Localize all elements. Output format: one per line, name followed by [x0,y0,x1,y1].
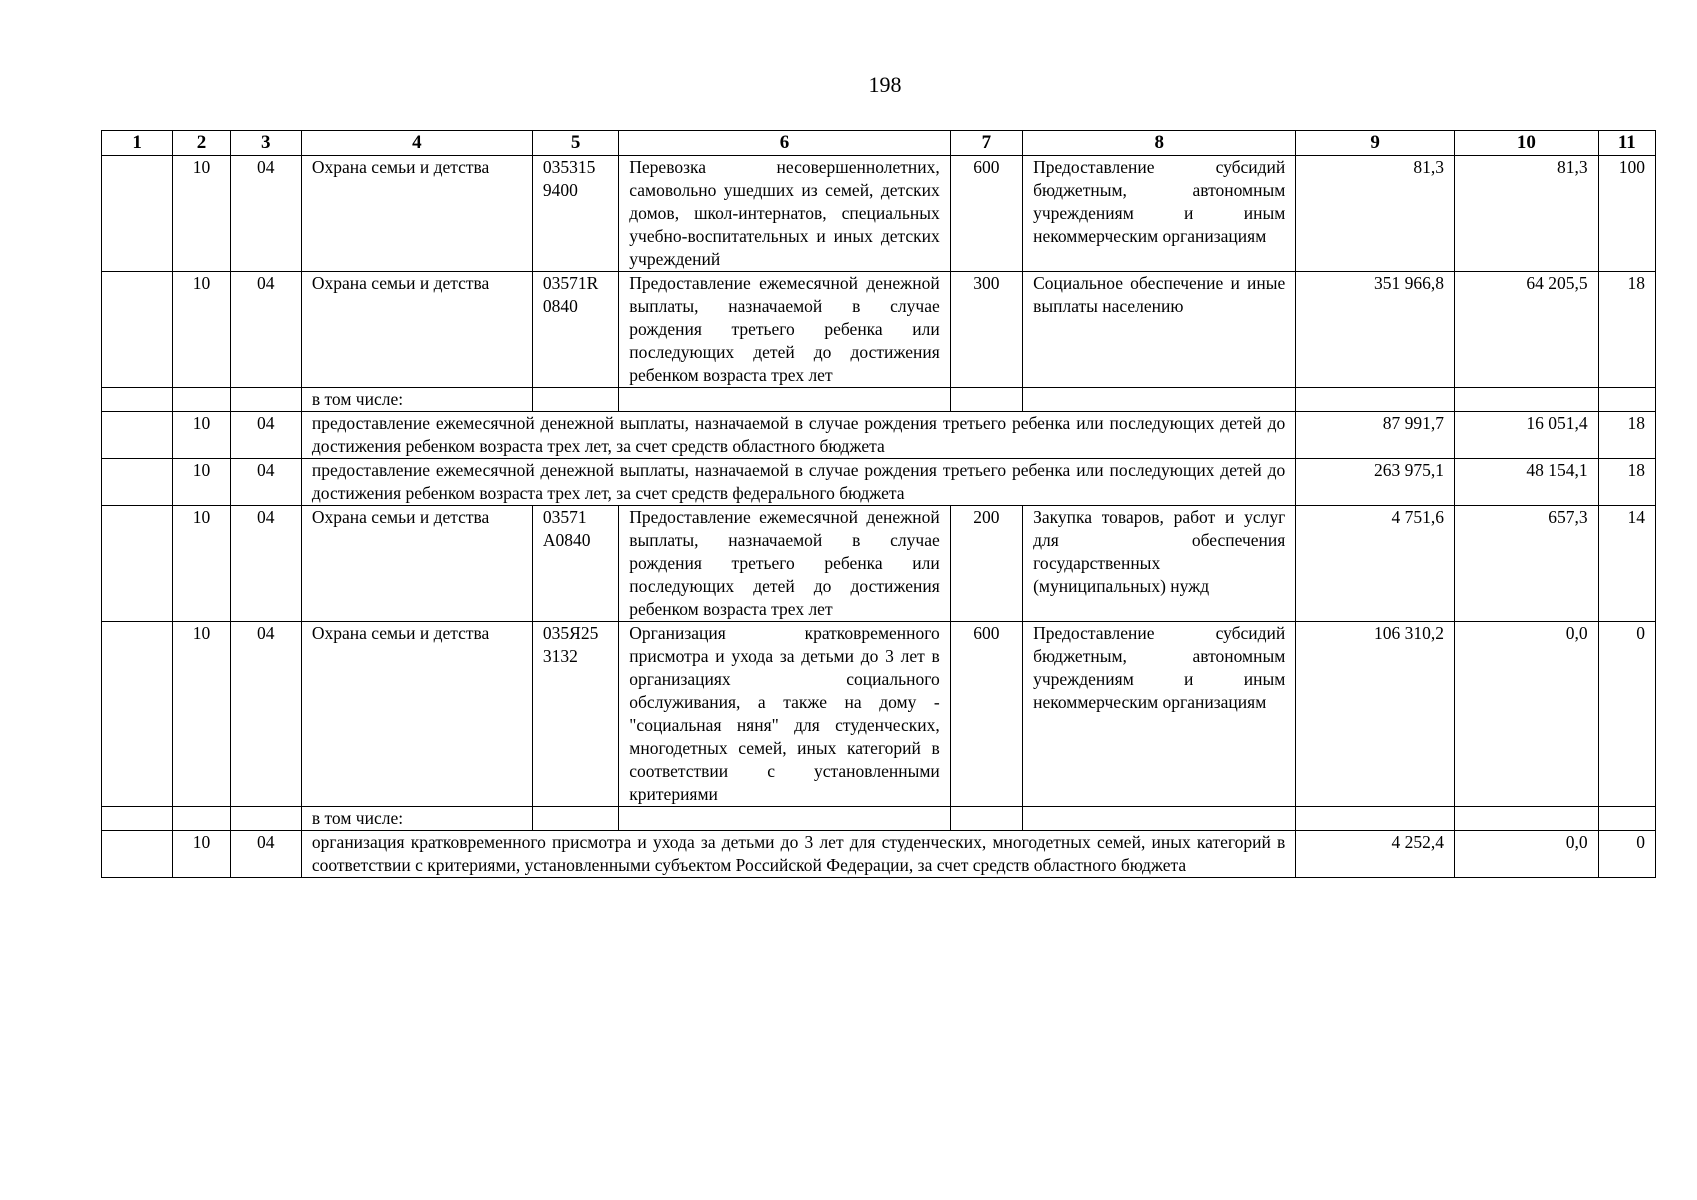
cell-subsection-name: Охрана семьи и детства [301,272,532,388]
header-col-11: 11 [1598,131,1655,156]
cell-actual-amount: 657,3 [1455,506,1599,622]
target-code-part-2: 3132 [542,646,578,666]
header-col-5: 5 [532,131,618,156]
cell-col-10 [1455,388,1599,412]
cell-col-1 [102,412,173,459]
cell-subsection: 04 [230,272,301,388]
cell-col-1 [102,807,173,831]
cell-plan-amount: 4 252,4 [1296,831,1455,878]
cell-subsection-name: Охрана семьи и детства [301,622,532,807]
table-row [102,622,1656,807]
header-col-10: 10 [1455,131,1599,156]
cell-description: предоставление ежемесячной денежной выплаты, назначаемой в случае рождения третьего ребенка или последующих детей до достижения ребенком возраста трех лет, за счет средств областного бюджета [301,412,1295,459]
cell-target-name: Организация кратковременного присмотра и ухода за детьми до 3 лет в организациях социального обслуживания, а также на дому - "социальная няня" для студенческих, многодетных семей, иных категорий в соответствии с установленными критериями [619,622,950,807]
cell-actual-amount: 16 051,4 [1455,412,1599,459]
cell-expense-name: Предоставление субсидий бюджетным, автономным учреждениям и иным некоммерческим организациям [1023,156,1296,272]
cell-col-2 [173,807,230,831]
cell-section: 10 [173,412,230,459]
table-row [102,831,1656,878]
table-row [102,459,1656,506]
cell-percent: 0 [1598,831,1655,878]
table-row [102,506,1656,622]
cell-percent: 0 [1598,622,1655,807]
cell-col-7 [950,388,1022,412]
target-code-part-2: 9400 [542,180,578,200]
cell-subsection: 04 [230,412,301,459]
budget-table [101,130,1656,878]
cell-col-11 [1598,388,1655,412]
table-row-subheading [102,388,1656,412]
cell-description: предоставление ежемесячной денежной выплаты, назначаемой в случае рождения третьего ребенка или последующих детей до достижения ребенком возраста трех лет, за счет средств федерального бюджета [301,459,1295,506]
target-code-part-2: А0840 [542,530,591,550]
cell-subsection: 04 [230,506,301,622]
header-col-7: 7 [950,131,1022,156]
header-col-4: 4 [301,131,532,156]
cell-subsection: 04 [230,622,301,807]
cell-actual-amount: 48 154,1 [1455,459,1599,506]
cell-expense-name: Предоставление субсидий бюджетным, автономным учреждениям и иным некоммерческим организациям [1023,622,1296,807]
cell-target-name: Предоставление ежемесячной денежной выплаты, назначаемой в случае рождения третьего ребенка или последующих детей до достижения ребенком возраста трех лет [619,272,950,388]
cell-section: 10 [173,459,230,506]
cell-description: организация кратковременного присмотра и ухода за детьми до 3 лет для студенческих, многодетных семей, иных категорий в соответствии с критериями, установленными субъектом Российской Федерации, за счет средств областного бюджета [301,831,1295,878]
target-code-part-1: 035Я25 [542,623,599,643]
cell-plan-amount: 106 310,2 [1296,622,1455,807]
cell-subsection: 04 [230,156,301,272]
cell-section: 10 [173,622,230,807]
cell-actual-amount: 0,0 [1455,831,1599,878]
cell-target-code [532,156,618,272]
cell-including-label: в том числе: [301,807,532,831]
cell-subsection: 04 [230,831,301,878]
cell-target-name: Перевозка несовершеннолетних, самовольно ушедших из семей, детских домов, школ-интернатов, специальных учебно-воспитательных и иных детских учреждений [619,156,950,272]
cell-percent: 18 [1598,412,1655,459]
cell-col-5 [532,388,618,412]
cell-expense-name: Социальное обеспечение и иные выплаты населению [1023,272,1296,388]
cell-col-10 [1455,807,1599,831]
cell-subsection-name: Охрана семьи и детства [301,156,532,272]
cell-col-3 [230,807,301,831]
cell-section: 10 [173,506,230,622]
cell-percent: 14 [1598,506,1655,622]
cell-col-1 [102,156,173,272]
cell-expense-code: 600 [950,156,1022,272]
cell-col-9 [1296,388,1455,412]
cell-col-1 [102,506,173,622]
table-row-subheading [102,807,1656,831]
cell-plan-amount: 263 975,1 [1296,459,1455,506]
header-col-3: 3 [230,131,301,156]
cell-target-code [532,272,618,388]
header-col-6: 6 [619,131,950,156]
cell-col-1 [102,622,173,807]
cell-target-code [532,622,618,807]
cell-percent: 100 [1598,156,1655,272]
page-number: 198 [868,72,902,97]
cell-col-5 [532,807,618,831]
cell-section: 10 [173,156,230,272]
cell-subsection-name: Охрана семьи и детства [301,506,532,622]
cell-col-7 [950,807,1022,831]
cell-col-1 [102,831,173,878]
table-row [102,272,1656,388]
cell-expense-code: 300 [950,272,1022,388]
cell-col-1 [102,459,173,506]
cell-actual-amount: 0,0 [1455,622,1599,807]
header-col-1: 1 [102,131,173,156]
cell-percent: 18 [1598,272,1655,388]
cell-col-11 [1598,807,1655,831]
cell-section: 10 [173,272,230,388]
cell-col-2 [173,388,230,412]
cell-actual-amount: 64 205,5 [1455,272,1599,388]
cell-col-8 [1023,807,1296,831]
cell-col-1 [102,388,173,412]
cell-col-8 [1023,388,1296,412]
cell-target-code [532,506,618,622]
cell-col-1 [102,272,173,388]
cell-plan-amount: 81,3 [1296,156,1455,272]
cell-col-6 [619,388,950,412]
cell-expense-name: Закупка товаров, работ и услуг для обеспечения государственных (муниципальных) нужд [1023,506,1296,622]
cell-col-9 [1296,807,1455,831]
header-row [102,131,1656,156]
target-code-part-1: 03571R [542,273,599,293]
target-code-part-1: 03571 [542,507,587,527]
cell-plan-amount: 4 751,6 [1296,506,1455,622]
header-col-8: 8 [1023,131,1296,156]
table-row [102,156,1656,272]
cell-expense-code: 200 [950,506,1022,622]
header-col-9: 9 [1296,131,1455,156]
cell-percent: 18 [1598,459,1655,506]
cell-plan-amount: 87 991,7 [1296,412,1455,459]
cell-section: 10 [173,831,230,878]
cell-col-3 [230,388,301,412]
header-col-2: 2 [173,131,230,156]
cell-actual-amount: 81,3 [1455,156,1599,272]
cell-col-6 [619,807,950,831]
cell-plan-amount: 351 966,8 [1296,272,1455,388]
target-code-part-1: 035315 [542,157,596,177]
cell-target-name: Предоставление ежемесячной денежной выплаты, назначаемой в случае рождения третьего ребенка или последующих детей до достижения ребенком возраста трех лет [619,506,950,622]
cell-including-label: в том числе: [301,388,532,412]
table-row [102,412,1656,459]
cell-subsection: 04 [230,459,301,506]
target-code-part-2: 0840 [542,296,578,316]
cell-expense-code: 600 [950,622,1022,807]
